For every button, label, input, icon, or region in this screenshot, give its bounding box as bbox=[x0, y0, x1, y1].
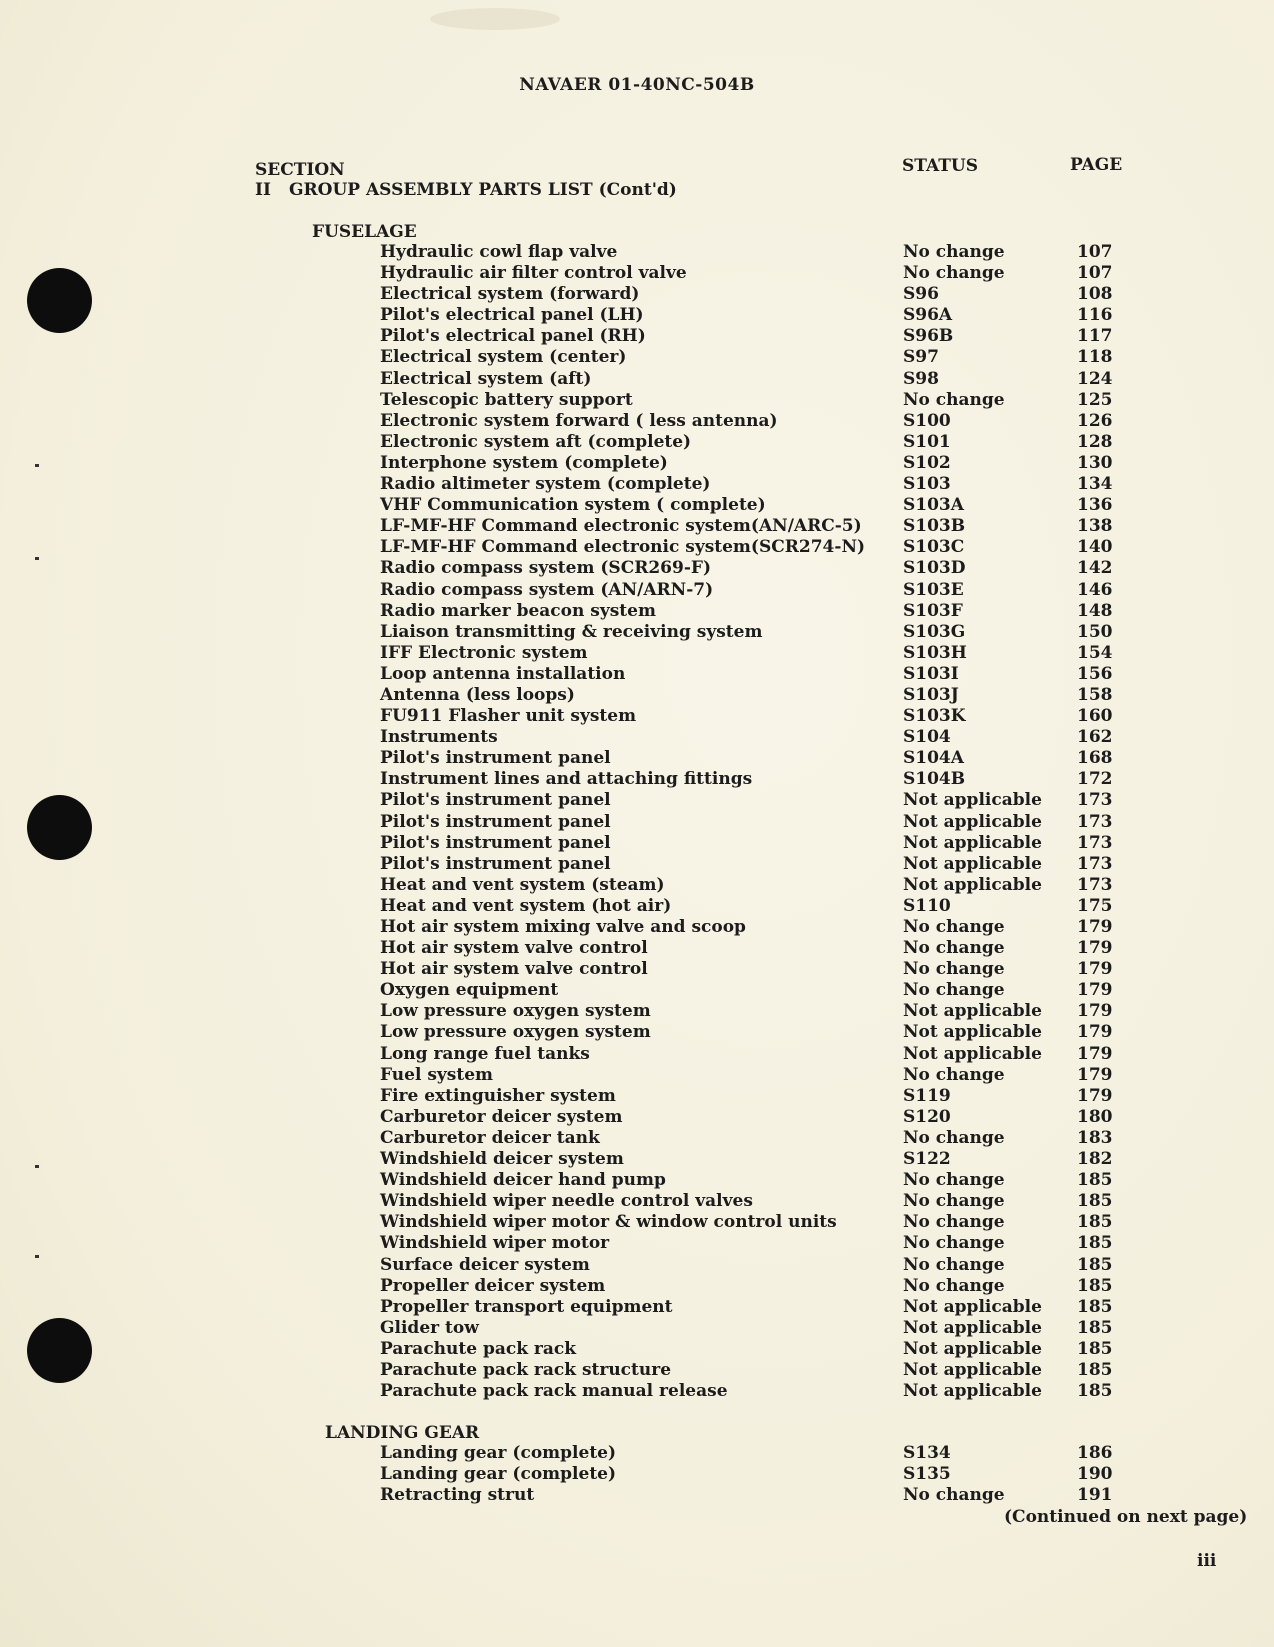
item-page: 172 bbox=[1077, 769, 1113, 790]
list-item bbox=[0, 558, 1274, 579]
item-name: Pilot's electrical panel (LH) bbox=[380, 305, 644, 326]
item-page: 173 bbox=[1077, 853, 1113, 874]
item-status: Not applicable bbox=[903, 1317, 1042, 1338]
list-item bbox=[0, 854, 1274, 875]
item-name: Hot air system mixing valve and scoop bbox=[380, 917, 746, 937]
item-page: 146 bbox=[1077, 579, 1113, 600]
item-name: Instrument lines and attaching fittings bbox=[380, 769, 753, 790]
item-name: Heat and vent system (steam) bbox=[380, 874, 665, 895]
item-page: 140 bbox=[1077, 537, 1113, 558]
item-name: Pilot's instrument panel bbox=[380, 832, 611, 853]
item-page: 191 bbox=[1077, 1485, 1113, 1506]
item-status: Not applicable bbox=[903, 1359, 1042, 1380]
item-status: S122 bbox=[903, 1149, 951, 1170]
item-name: FU911 Flasher unit system bbox=[380, 706, 637, 727]
item-name: Propeller deicer system bbox=[380, 1275, 606, 1296]
item-page: 168 bbox=[1077, 748, 1113, 769]
item-name: Windshield wiper needle control valves bbox=[380, 1191, 753, 1212]
item-status: No change bbox=[903, 938, 1005, 959]
item-status: S103D bbox=[903, 558, 966, 579]
item-page: 173 bbox=[1077, 832, 1113, 853]
list-item bbox=[0, 1065, 1274, 1086]
item-name: VHF Communication system ( complete) bbox=[380, 495, 766, 516]
section-title bbox=[255, 180, 677, 200]
list-item bbox=[0, 1255, 1274, 1276]
item-status: No change bbox=[903, 242, 1005, 262]
item-name: Hot air system valve control bbox=[380, 959, 648, 980]
item-page: 185 bbox=[1077, 1170, 1113, 1191]
list-item bbox=[0, 1212, 1274, 1233]
item-page: 173 bbox=[1077, 790, 1113, 811]
document-number: NAVAER 01-40NC-504B bbox=[519, 75, 755, 95]
item-status: S103B bbox=[903, 516, 966, 537]
item-status: S103I bbox=[903, 663, 959, 684]
section-header: SECTION bbox=[255, 160, 345, 180]
item-page: 179 bbox=[1077, 1001, 1113, 1022]
list-item bbox=[0, 1022, 1274, 1043]
item-name: Pilot's electrical panel (RH) bbox=[380, 326, 646, 347]
list-item bbox=[0, 1443, 1274, 1464]
list-item bbox=[0, 1233, 1274, 1254]
item-status: S103G bbox=[903, 621, 966, 642]
list-item bbox=[0, 1044, 1274, 1065]
item-page: 185 bbox=[1077, 1317, 1113, 1338]
item-name: Parachute pack rack manual release bbox=[380, 1381, 728, 1402]
item-name: Heat and vent system (hot air) bbox=[380, 895, 672, 916]
list-item bbox=[0, 727, 1274, 748]
list-item bbox=[0, 1276, 1274, 1297]
item-page: 117 bbox=[1077, 326, 1113, 347]
item-name: Low pressure oxygen system bbox=[380, 1022, 651, 1043]
item-status: No change bbox=[903, 1233, 1005, 1254]
list-item bbox=[0, 1464, 1274, 1485]
item-name: Fuel system bbox=[380, 1064, 493, 1085]
item-name: Radio compass system (SCR269-F) bbox=[380, 558, 712, 579]
item-status: S100 bbox=[903, 410, 951, 431]
item-page: 136 bbox=[1077, 495, 1113, 516]
list-item bbox=[0, 1360, 1274, 1381]
item-page: 108 bbox=[1077, 284, 1113, 305]
item-page: 175 bbox=[1077, 895, 1113, 916]
list-item bbox=[0, 453, 1274, 474]
item-name: Surface deicer system bbox=[380, 1254, 590, 1275]
item-name: Loop antenna installation bbox=[380, 663, 626, 684]
item-status: Not applicable bbox=[903, 853, 1042, 874]
continued-note: (Continued on next page) bbox=[1004, 1507, 1248, 1527]
item-page: 134 bbox=[1077, 474, 1113, 495]
list-item bbox=[0, 748, 1274, 769]
item-status: No change bbox=[903, 1127, 1005, 1148]
item-status: No change bbox=[903, 1191, 1005, 1212]
item-status: No change bbox=[903, 1254, 1005, 1275]
item-status: S104A bbox=[903, 748, 964, 769]
item-name: Radio altimeter system (complete) bbox=[380, 474, 711, 495]
item-page: 160 bbox=[1077, 706, 1113, 727]
item-page: 185 bbox=[1077, 1212, 1113, 1233]
item-name: Pilot's instrument panel bbox=[380, 790, 611, 811]
item-page: 186 bbox=[1077, 1443, 1113, 1463]
list-item bbox=[0, 980, 1274, 1001]
item-page: 118 bbox=[1077, 347, 1113, 368]
item-page: 156 bbox=[1077, 663, 1113, 684]
item-status: S96 bbox=[903, 284, 939, 305]
item-name: Long range fuel tanks bbox=[380, 1043, 590, 1064]
item-name: Interphone system (complete) bbox=[380, 452, 668, 473]
item-page: 185 bbox=[1077, 1233, 1113, 1254]
list-item bbox=[0, 390, 1274, 411]
item-page: 185 bbox=[1077, 1338, 1113, 1359]
item-name: Carburetor deicer system bbox=[380, 1106, 623, 1127]
item-page: 185 bbox=[1077, 1191, 1113, 1212]
item-name: Parachute pack rack structure bbox=[380, 1359, 672, 1380]
item-status: S103F bbox=[903, 600, 963, 621]
item-status: S120 bbox=[903, 1106, 951, 1127]
item-name: Electrical system (forward) bbox=[380, 284, 640, 305]
list-item bbox=[0, 706, 1274, 727]
status-header: STATUS bbox=[902, 156, 979, 176]
item-page: 182 bbox=[1077, 1149, 1113, 1170]
item-status: S119 bbox=[903, 1085, 951, 1106]
item-page: 130 bbox=[1077, 452, 1113, 473]
list-item bbox=[0, 769, 1274, 790]
item-name: Windshield wiper motor & window control units bbox=[380, 1212, 837, 1233]
item-name: Pilot's instrument panel bbox=[380, 853, 611, 874]
item-name: Electronic system aft (complete) bbox=[380, 431, 692, 452]
item-status: Not applicable bbox=[903, 1296, 1042, 1317]
item-page: 125 bbox=[1077, 389, 1113, 410]
item-status: S103H bbox=[903, 642, 967, 663]
item-status: S103K bbox=[903, 706, 966, 727]
item-status: No change bbox=[903, 917, 1005, 937]
item-name: Propeller transport equipment bbox=[380, 1296, 673, 1317]
item-name: Fire extinguisher system bbox=[380, 1085, 616, 1106]
paper-smudge bbox=[430, 8, 560, 30]
item-name: IFF Electronic system bbox=[380, 642, 588, 663]
list-item bbox=[0, 1339, 1274, 1360]
item-status: S97 bbox=[903, 347, 939, 368]
list-item bbox=[0, 242, 1274, 263]
item-page: 179 bbox=[1077, 1022, 1113, 1043]
item-status: S103A bbox=[903, 495, 964, 516]
list-item bbox=[0, 432, 1274, 453]
item-page: 180 bbox=[1077, 1106, 1113, 1127]
list-item bbox=[0, 601, 1274, 622]
item-status: S101 bbox=[903, 431, 951, 452]
list-item bbox=[0, 263, 1274, 284]
landing-gear-parts-list bbox=[0, 1443, 1274, 1506]
list-item bbox=[0, 1001, 1274, 1022]
item-status: S103 bbox=[903, 474, 951, 495]
item-status: S135 bbox=[903, 1464, 951, 1485]
list-item bbox=[0, 1170, 1274, 1191]
item-status: No change bbox=[903, 1485, 1005, 1506]
item-status: Not applicable bbox=[903, 1381, 1042, 1402]
item-page: 185 bbox=[1077, 1275, 1113, 1296]
item-status: S96B bbox=[903, 326, 954, 347]
item-page: 179 bbox=[1077, 917, 1113, 937]
list-item bbox=[0, 326, 1274, 347]
item-name: LF-MF-HF Command electronic system(SCR274-N) bbox=[380, 537, 866, 558]
item-status: S134 bbox=[903, 1443, 951, 1463]
item-status: No change bbox=[903, 389, 1005, 410]
item-page: 179 bbox=[1077, 1085, 1113, 1106]
item-name: Hydraulic cowl flap valve bbox=[380, 242, 618, 262]
item-name: Hydraulic air filter control valve bbox=[380, 263, 687, 284]
list-item bbox=[0, 1107, 1274, 1128]
item-page: 185 bbox=[1077, 1254, 1113, 1275]
section-number: II bbox=[255, 180, 271, 200]
item-name: Telescopic battery support bbox=[380, 389, 633, 410]
item-name: Hot air system valve control bbox=[380, 938, 648, 959]
item-page: 190 bbox=[1077, 1464, 1113, 1485]
item-status: S102 bbox=[903, 452, 951, 473]
group-label-landing-gear: LANDING GEAR bbox=[325, 1423, 480, 1443]
list-item bbox=[0, 347, 1274, 368]
item-status: S104 bbox=[903, 727, 951, 748]
item-status: No change bbox=[903, 1064, 1005, 1085]
list-item bbox=[0, 1191, 1274, 1212]
item-status: Not applicable bbox=[903, 1001, 1042, 1022]
item-status: S103E bbox=[903, 579, 964, 600]
item-page: 128 bbox=[1077, 431, 1113, 452]
item-name: Windshield deicer system bbox=[380, 1149, 624, 1170]
list-item bbox=[0, 1381, 1274, 1402]
item-status: Not applicable bbox=[903, 811, 1042, 832]
item-status: No change bbox=[903, 1170, 1005, 1191]
fuselage-parts-list bbox=[0, 242, 1274, 1402]
item-name: LF-MF-HF Command electronic system(AN/ARC-5) bbox=[380, 516, 862, 537]
item-status: S104B bbox=[903, 769, 966, 790]
item-page: 148 bbox=[1077, 600, 1113, 621]
item-status: Not applicable bbox=[903, 874, 1042, 895]
item-page: 158 bbox=[1077, 684, 1113, 705]
item-name: Antenna (less loops) bbox=[380, 684, 575, 705]
list-item bbox=[0, 896, 1274, 917]
list-item bbox=[0, 516, 1274, 537]
list-item bbox=[0, 959, 1274, 980]
item-page: 116 bbox=[1077, 305, 1113, 326]
item-status: No change bbox=[903, 263, 1005, 284]
item-page: 179 bbox=[1077, 1043, 1113, 1064]
item-status: S103C bbox=[903, 537, 965, 558]
item-page: 179 bbox=[1077, 959, 1113, 980]
item-name: Windshield deicer hand pump bbox=[380, 1170, 666, 1191]
group-label-fuselage: FUSELAGE bbox=[312, 222, 417, 242]
item-page: 142 bbox=[1077, 558, 1113, 579]
list-item bbox=[0, 790, 1274, 811]
list-item bbox=[0, 1485, 1274, 1506]
item-name: Radio compass system (AN/ARN-7) bbox=[380, 579, 714, 600]
item-page: 107 bbox=[1077, 242, 1113, 262]
list-item bbox=[0, 580, 1274, 601]
item-name: Electronic system forward ( less antenna) bbox=[380, 410, 778, 431]
list-item bbox=[0, 622, 1274, 643]
list-item bbox=[0, 833, 1274, 854]
item-status: Not applicable bbox=[903, 1022, 1042, 1043]
item-name: Landing gear (complete) bbox=[380, 1464, 617, 1485]
item-page: 173 bbox=[1077, 811, 1113, 832]
item-page: 138 bbox=[1077, 516, 1113, 537]
item-status: S98 bbox=[903, 368, 939, 389]
item-page: 179 bbox=[1077, 1064, 1113, 1085]
list-item bbox=[0, 411, 1274, 432]
list-item bbox=[0, 1149, 1274, 1170]
item-status: Not applicable bbox=[903, 1043, 1042, 1064]
list-item bbox=[0, 685, 1274, 706]
list-item bbox=[0, 495, 1274, 516]
item-page: 185 bbox=[1077, 1296, 1113, 1317]
list-item bbox=[0, 917, 1274, 938]
item-status: S103J bbox=[903, 684, 959, 705]
item-name: Parachute pack rack bbox=[380, 1338, 577, 1359]
item-name: Radio marker beacon system bbox=[380, 600, 656, 621]
item-page: 154 bbox=[1077, 642, 1113, 663]
item-status: Not applicable bbox=[903, 790, 1042, 811]
item-name: Carburetor deicer tank bbox=[380, 1127, 600, 1148]
list-item bbox=[0, 369, 1274, 390]
item-name: Low pressure oxygen system bbox=[380, 1001, 651, 1022]
list-item bbox=[0, 875, 1274, 896]
list-item bbox=[0, 938, 1274, 959]
item-name: Landing gear (complete) bbox=[380, 1443, 617, 1463]
list-item bbox=[0, 1318, 1274, 1339]
item-page: 107 bbox=[1077, 263, 1113, 284]
item-page: 150 bbox=[1077, 621, 1113, 642]
list-item bbox=[0, 474, 1274, 495]
list-item bbox=[0, 1297, 1274, 1318]
item-name: Electrical system (aft) bbox=[380, 368, 592, 389]
item-status: No change bbox=[903, 980, 1005, 1001]
item-name: Windshield wiper motor bbox=[380, 1233, 610, 1254]
section-name: GROUP ASSEMBLY PARTS LIST (Cont'd) bbox=[289, 180, 677, 200]
list-item bbox=[0, 537, 1274, 558]
list-item bbox=[0, 664, 1274, 685]
item-status: No change bbox=[903, 1212, 1005, 1233]
item-page: 179 bbox=[1077, 980, 1113, 1001]
item-name: Oxygen equipment bbox=[380, 980, 559, 1001]
item-name: Instruments bbox=[380, 727, 498, 748]
item-status: S96A bbox=[903, 305, 953, 326]
item-page: 183 bbox=[1077, 1127, 1113, 1148]
item-name: Retracting strut bbox=[380, 1485, 535, 1506]
item-status: No change bbox=[903, 959, 1005, 980]
page-header: PAGE bbox=[1070, 155, 1123, 175]
list-item bbox=[0, 643, 1274, 664]
list-item bbox=[0, 1128, 1274, 1149]
item-name: Liaison transmitting & receiving system bbox=[380, 621, 763, 642]
item-page: 179 bbox=[1077, 938, 1113, 959]
item-status: Not applicable bbox=[903, 1338, 1042, 1359]
item-status: S110 bbox=[903, 895, 951, 916]
list-item bbox=[0, 1086, 1274, 1107]
list-item bbox=[0, 812, 1274, 833]
item-page: 173 bbox=[1077, 874, 1113, 895]
item-page: 124 bbox=[1077, 368, 1113, 389]
item-page: 126 bbox=[1077, 410, 1113, 431]
item-page: 185 bbox=[1077, 1381, 1113, 1402]
list-item bbox=[0, 284, 1274, 305]
item-name: Electrical system (center) bbox=[380, 347, 627, 368]
item-page: 185 bbox=[1077, 1359, 1113, 1380]
item-name: Pilot's instrument panel bbox=[380, 811, 611, 832]
page-folio: iii bbox=[1197, 1551, 1217, 1571]
item-name: Glider tow bbox=[380, 1317, 479, 1338]
item-page: 162 bbox=[1077, 727, 1113, 748]
item-status: No change bbox=[903, 1275, 1005, 1296]
item-status: Not applicable bbox=[903, 832, 1042, 853]
list-item bbox=[0, 305, 1274, 326]
item-name: Pilot's instrument panel bbox=[380, 748, 611, 769]
